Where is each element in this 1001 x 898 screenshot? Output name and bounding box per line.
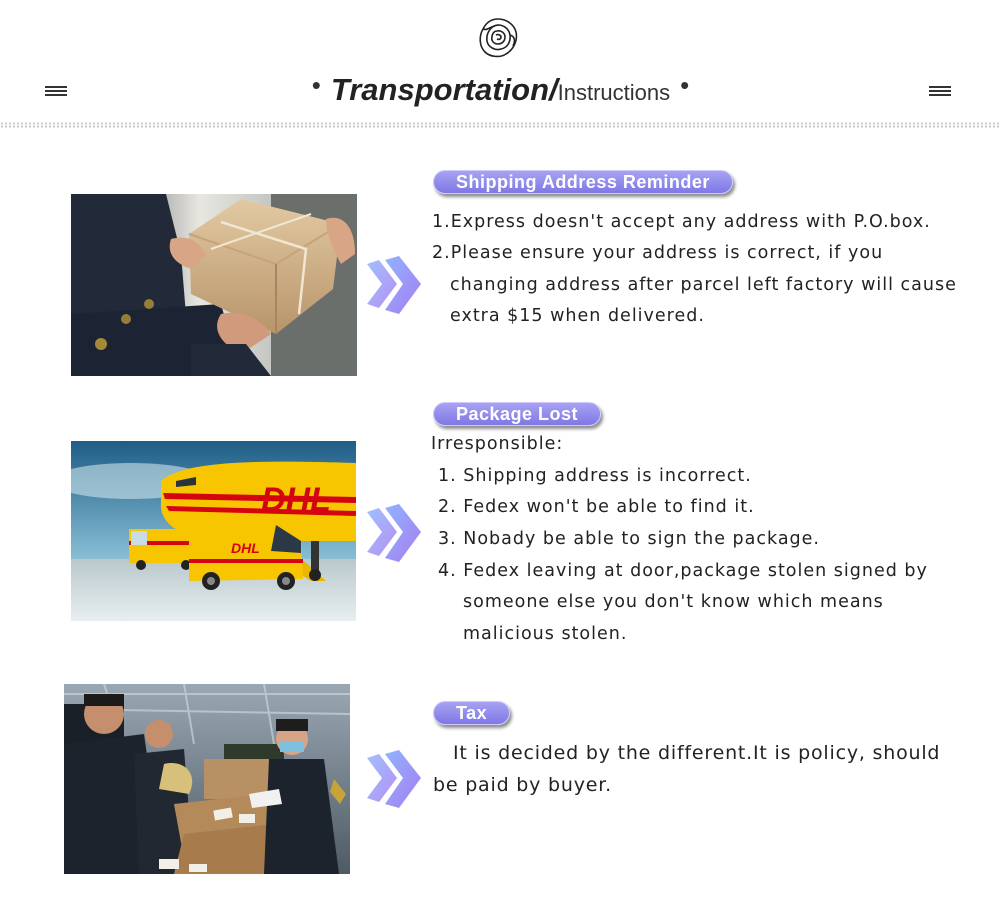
section-heading-package-lost: Package Lost: [433, 402, 601, 426]
title-bullet-left: •: [311, 70, 321, 100]
dhl-van-logo: DHL: [231, 540, 260, 556]
photo-customs-inspection: [64, 684, 350, 874]
title-main: Transportation/: [330, 72, 558, 107]
shipping-line-3: changing address after parcel left factory will cause: [450, 275, 957, 295]
page-title: [0, 70, 1001, 108]
dhl-plane-logo: DHL: [261, 481, 331, 519]
double-chevron-icon: [363, 502, 421, 564]
section-heading-shipping: Shipping Address Reminder: [433, 170, 733, 194]
tax-line-2: be paid by buyer.: [433, 774, 612, 796]
package-lost-line-6: malicious stolen.: [463, 624, 628, 644]
package-lost-line-4: 4. Fedex leaving at door,package stolen signed by: [438, 561, 928, 581]
package-lost-line-5: someone else you don't know which means: [463, 592, 884, 612]
title-sub: Instructions: [557, 80, 671, 105]
photo-parcel-handover: [71, 194, 357, 376]
package-lost-line-2: 2. Fedex won't be able to find it.: [438, 497, 755, 517]
dotted-divider: [0, 122, 1001, 128]
package-lost-line-1: 1. Shipping address is incorrect.: [438, 466, 752, 486]
tax-line-1: It is decided by the different.It is policy, should: [453, 742, 941, 764]
section-heading-tax: Tax: [433, 701, 510, 725]
title-bullet-right: •: [680, 70, 690, 100]
double-chevron-icon: [363, 254, 421, 316]
shipping-line-2: 2.Please ensure your address is correct, if you: [432, 243, 884, 263]
double-chevron-icon: [363, 748, 421, 810]
rose-logo-icon: [476, 16, 520, 60]
shipping-line-1: 1.Express doesn't accept any address with P.O.box.: [432, 212, 931, 232]
package-lost-intro: Irresponsible:: [431, 434, 564, 454]
shipping-line-4: extra $15 when delivered.: [450, 306, 705, 326]
photo-dhl-fleet: [71, 441, 356, 621]
package-lost-line-3: 3. Nobady be able to sign the package.: [438, 529, 820, 549]
